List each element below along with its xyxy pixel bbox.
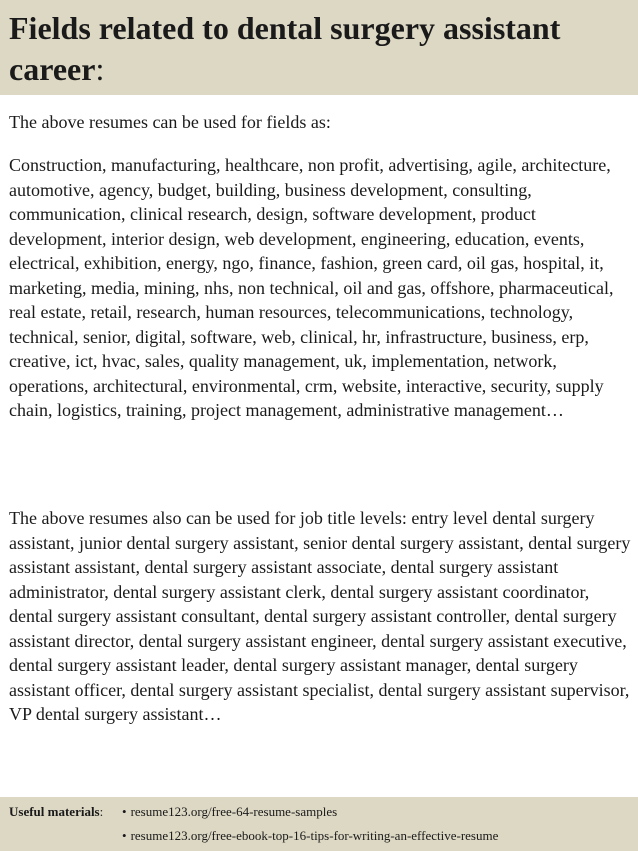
- footer-link-ebook-tips[interactable]: [122, 828, 498, 844]
- useful-materials-text: Useful materials: [9, 804, 100, 819]
- page-title: [9, 8, 629, 90]
- useful-materials-colon: :: [99, 804, 104, 819]
- footer-bar: [0, 797, 638, 851]
- title-line-2: career: [9, 51, 96, 87]
- fields-list-paragraph: Construction, manufacturing, healthcare, non profit, advertising, agile, architecture, automotive, agency, budget, building, business development, consulting, communication, clinical research, design, software development, product development, interior design, web development, engineering, education, events, electrical, exhibition, energy, ngo, finance, fashion, green card, oil gas, hospital, it, marketing, media, mining, nhs, non technical, oil and gas, offshore, pharmaceutical, real estate, retail, research, human resources, telecommunications, technology, technical, senior, digital, software, web, clinical, hr, infrastructure, business, erp, creative, ict, hvac, sales, quality management, uk, implementation, network, operations, architectural, environmental, crm, website, interactive, security, supply chain, logistics, training, project management, administrative management…: [9, 155, 614, 420]
- footer-link-text: resume123.org/free-64-resume-samples: [130, 804, 338, 819]
- footer-link-text: resume123.org/free-ebook-top-16-tips-for-writing-an-effective-resume: [130, 828, 499, 843]
- title-bar: [0, 0, 638, 95]
- intro-text: The above resumes can be used for fields as:: [9, 112, 331, 132]
- useful-materials-label: [9, 804, 103, 820]
- job-levels-paragraph: The above resumes also can be used for job title levels: entry level dental surgery assistant, junior dental surgery assistant, senior dental surgery assistant, dental surgery assistant assistant, dental surgery assistant associate, dental surgery assistant administrator, dental surgery assistant clerk, dental surgery assistant coordinator, dental surgery assistant consultant, dental surgery assistant controller, dental surgery assistant director, dental surgery assistant engineer, dental surgery assistant executive, dental surgery assistant leader, dental surgery assistant manager, dental surgery assistant officer, dental surgery assistant specialist, dental surgery assistant supervisor, VP dental surgery assistant…: [9, 508, 631, 724]
- title-line-1: Fields related to dental surgery assistant: [9, 10, 561, 46]
- title-colon: :: [95, 51, 105, 87]
- bullet-icon: •: [122, 804, 127, 819]
- content-area: [9, 110, 633, 724]
- bullet-icon: •: [122, 828, 127, 843]
- footer-link-resume-samples[interactable]: [122, 804, 337, 820]
